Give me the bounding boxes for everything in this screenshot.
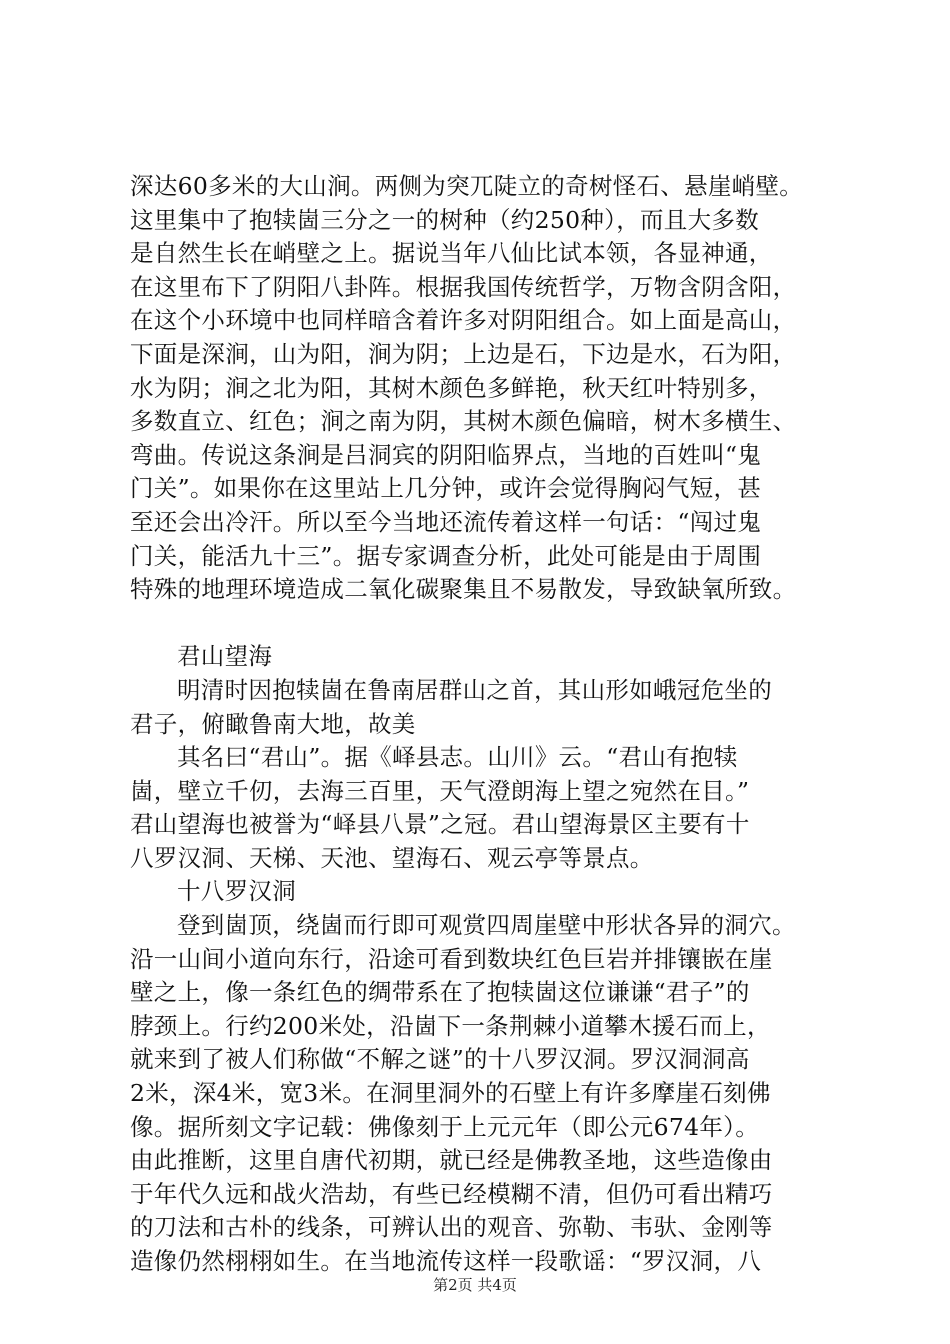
text-line: 君子，俯瞰鲁南大地，故美 — [130, 709, 416, 738]
text-line: 在这里布下了阴阳八卦阵。根据我国传统哲学，万物含阴含阳， — [130, 272, 797, 301]
text-line: 弯曲。传说这条涧是吕洞宾的阴阳临界点，当地的百姓叫“鬼 — [130, 440, 762, 469]
paragraph-junshan-intro — [130, 674, 830, 741]
text-line: 门关”。如果你在这里站上几分钟，或许会觉得胸闷气短，甚 — [130, 474, 762, 503]
section-heading-junshan: 君山望海 — [177, 642, 273, 671]
page-number-footer: 第2页 共4页 — [433, 1276, 517, 1294]
text-line: 下面是深涧，山为阳，涧为阴；上边是石，下边是水，石为阳， — [130, 339, 797, 368]
document-body — [130, 170, 830, 1279]
text-line: 的刀法和古朴的线条，可辨认出的观音、弥勒、韦驮、金刚等 — [130, 1213, 773, 1242]
section-heading-arhat-cave: 十八罗汉洞 — [177, 877, 296, 906]
text-line: 明清时因抱犊崮在鲁南居群山之首，其山形如峨冠危坐的 — [177, 675, 772, 704]
text-line: 君山望海也被誉为“峄县八景”之冠。君山望海景区主要有十 — [130, 810, 750, 839]
paragraph-spacer — [130, 607, 830, 641]
text-line: 脖颈上。行约200米处，沿崮下一条荆棘小道攀木援石而上， — [130, 1011, 771, 1040]
text-line: 八罗汉洞、天梯、天池、望海石、观云亭等景点。 — [130, 843, 654, 872]
text-line: 像。据所刻文字记载：佛像刻于上元元年（即公元674年）。 — [130, 1112, 760, 1141]
text-line: 深达60多米的大山涧。两侧为突兀陡立的奇树怪石、悬崖峭壁。 — [130, 172, 804, 200]
text-line: 壁之上，像一条红色的绸带系在了抱犊崮这位谦谦“君子”的 — [130, 978, 750, 1007]
text-line: 这里集中了抱犊崮三分之一的树种（约250种），而且大多数 — [130, 205, 760, 234]
text-line: 由此推断，这里自唐代初期，就已经是佛教圣地，这些造像由 — [130, 1146, 773, 1175]
text-line: 就来到了被人们称做“不解之谜”的十八罗汉洞。罗汉洞洞高 — [130, 1045, 750, 1074]
text-line: 登到崮顶，绕崮而行即可观赏四周崖壁中形状各异的洞穴。 — [177, 911, 796, 940]
paragraph-junshan-name — [130, 741, 830, 875]
text-line: 造像仍然栩栩如生。在当地流传这样一段歌谣：“罗汉洞，八 — [130, 1247, 762, 1275]
text-line: 门关，能活九十三”。据专家调查分析，此处可能是由于周围 — [130, 541, 762, 570]
paragraph-arhat-cave — [130, 909, 830, 1279]
paragraph-mountain-gorge — [130, 170, 830, 607]
text-line: 是自然生长在峭壁之上。据说当年八仙比试本领，各显神通， — [130, 239, 773, 268]
text-line: 特殊的地理环境造成二氧化碳聚集且不易散发，导致缺氧所致。 — [130, 575, 797, 604]
text-line: 于年代久远和战火浩劫，有些已经模糊不清，但仍可看出精巧 — [130, 1179, 773, 1208]
text-line: 在这个小环境中也同样暗含着许多对阴阳组合。如上面是高山， — [130, 306, 797, 335]
text-line: 其名曰“君山”。据《峄县志。山川》云。“君山有抱犊 — [177, 743, 738, 772]
text-line: 沿一山间小道向东行，沿途可看到数块红色巨岩并排镶嵌在崖 — [130, 944, 773, 973]
text-line: 2米，深4米，宽3米。在洞里洞外的石壁上有许多摩崖石刻佛 — [130, 1079, 771, 1108]
text-line: 多数直立、红色；涧之南为阴，其树木颜色偏暗，树木多横生、 — [130, 407, 797, 436]
text-line: 崮，壁立千仞，去海三百里，天气澄朗海上望之宛然在目。” — [130, 776, 750, 805]
text-line: 水为阴；涧之北为阳，其树木颜色多鲜艳，秋天红叶特别多， — [130, 373, 773, 402]
text-line: 至还会出冷汗。所以至今当地还流传着这样一句话：“闯过鬼 — [130, 507, 762, 536]
